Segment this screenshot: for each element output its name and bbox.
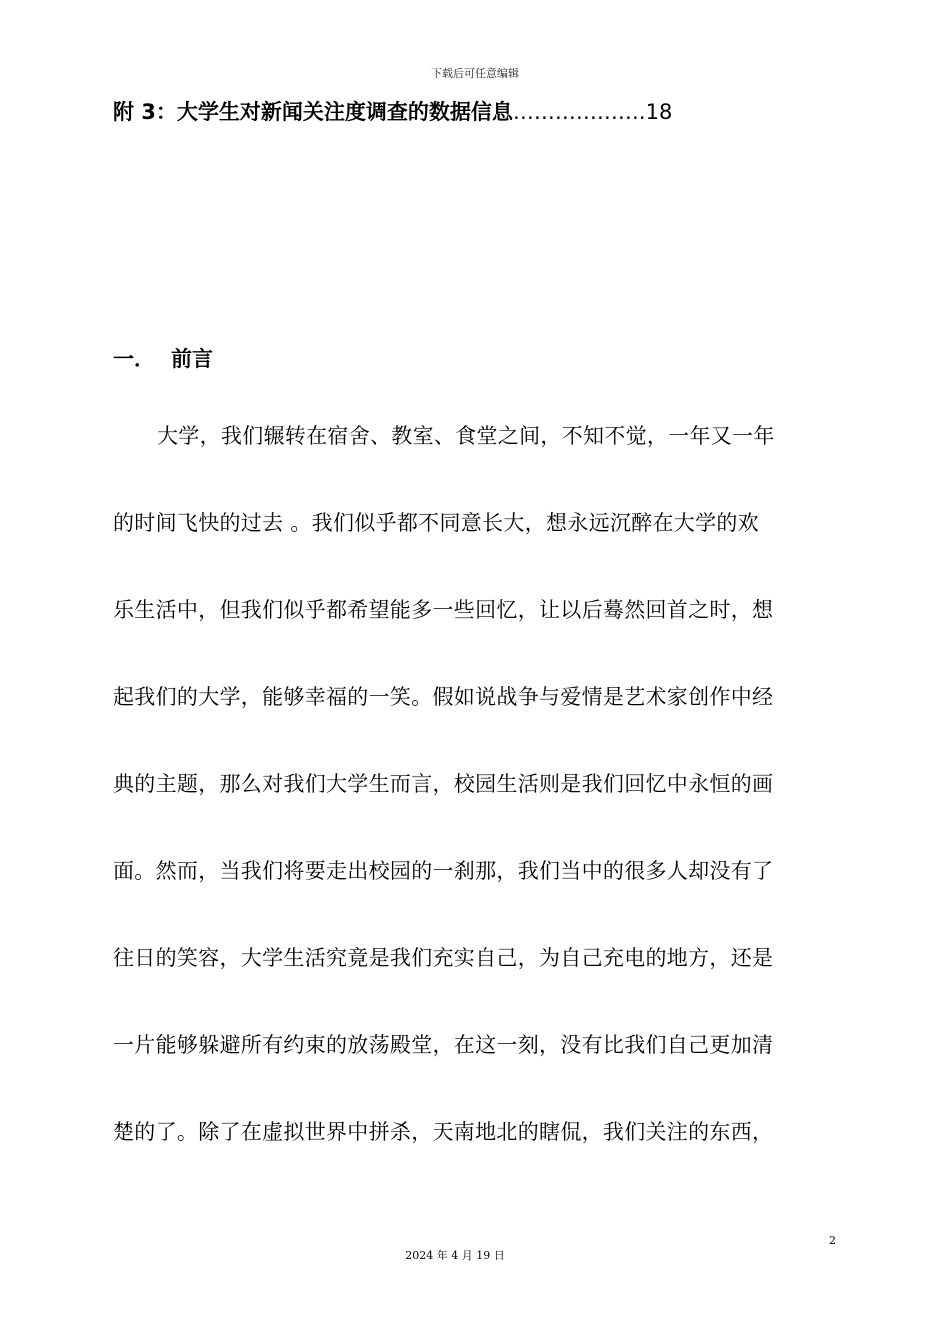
section-number: 一． [113, 347, 155, 371]
toc-entry[interactable] [113, 97, 833, 127]
body-line: 乐生活中，但我们似乎都希望能多一些回忆，让以后蓦然回首之时，想 [113, 598, 774, 622]
body-line: 往日的笑容，大学生活究竟是我们充实自己，为自己充电的地方，还是 [113, 946, 774, 970]
section-heading [113, 344, 213, 374]
page-number: 2 [829, 1234, 836, 1247]
toc-entry-label: 附 3：大学生对新闻关注度调查的数据信息 [113, 100, 513, 124]
section-title: 前言 [171, 347, 213, 371]
header-note: 下载后可任意编辑 [431, 67, 519, 80]
toc-page-number: 18 [645, 100, 673, 124]
body-line: 起我们的大学，能够幸福的一笑。假如说战争与爱情是艺术家创作中经 [113, 685, 774, 709]
body-line: 一片能够躲避所有约束的放荡殿堂，在这一刻，没有比我们自己更加清 [113, 1033, 774, 1057]
body-line: 楚的了。除了在虚拟世界中拼杀，天南地北的瞎侃，我们关注的东西， [113, 1120, 774, 1144]
toc-leader: ………………. [512, 100, 646, 124]
footer-date: 2024 年 4 月 19 日 [405, 1249, 505, 1262]
body-line: 大学，我们辗转在宿舍、教室、食堂之间，不知不觉，一年又一年 [157, 424, 775, 448]
body-line: 面。然而，当我们将要走出校园的一刹那，我们当中的很多人却没有了 [113, 859, 774, 883]
body-line: 典的主题，那么对我们大学生而言，校园生活则是我们回忆中永恒的画 [113, 772, 774, 796]
body-line: 的时间飞快的过去 。我们似乎都不同意长大，想永远沉醉在大学的欢 [113, 511, 759, 535]
body-paragraph [113, 413, 835, 1196]
